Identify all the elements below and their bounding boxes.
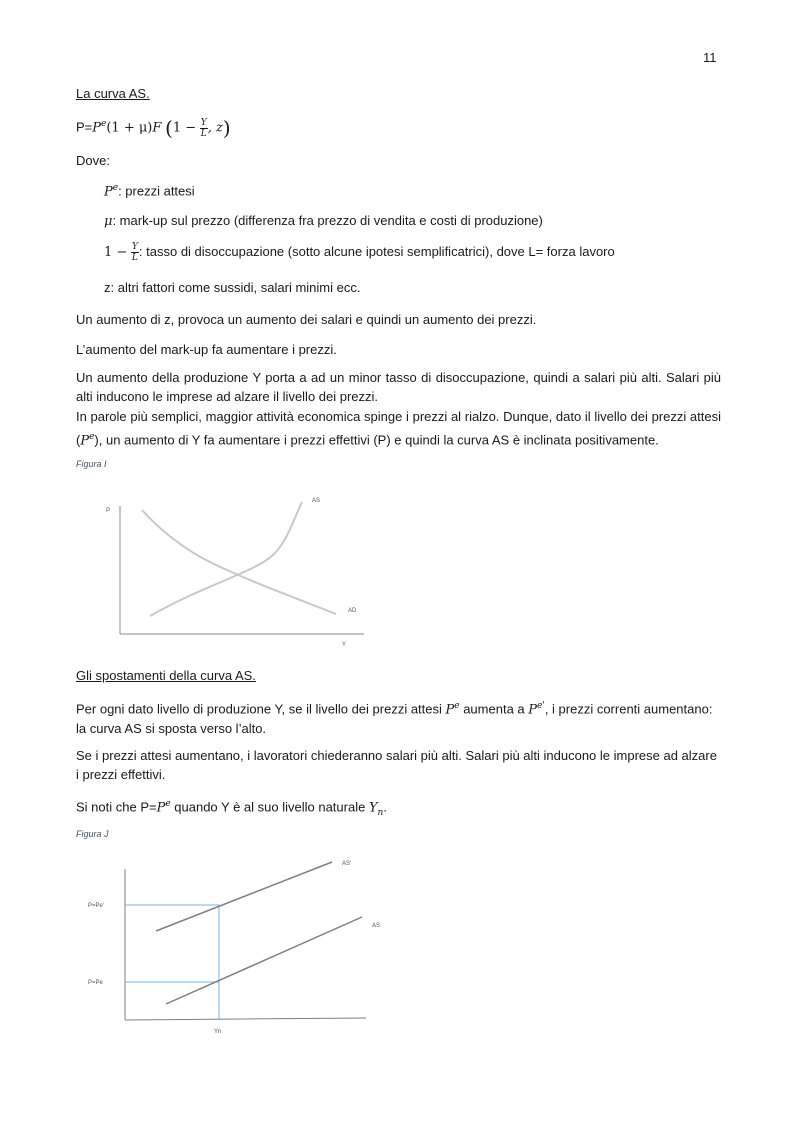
figure-j-label-pe: P=Pe <box>88 980 103 986</box>
formula-f: F <box>152 120 162 136</box>
def-unemp-text: : tasso di disoccupazione (sotto alcune ipotesi semplificatrici), dove L= forza lavoro <box>138 243 615 259</box>
unemp-fraction <box>131 242 139 263</box>
s2-p1-pe-prime-sup <box>537 701 545 711</box>
formula-one-minus: 1 − <box>172 120 197 136</box>
p4-pe: P <box>80 433 90 449</box>
as-formula: $P=P^e(1 + \mu)F$ (1 − $\frac{Y}{L}$ , z) <box>76 116 231 140</box>
pe-symbol: P <box>104 184 113 200</box>
s2-p1-part-b: aumenta a <box>459 701 529 717</box>
s2-p3-part-b: quando Y è al suo livello naturale <box>170 799 369 815</box>
s2-p3-part-c: . <box>383 799 387 815</box>
s2-p1-part-c: , i prezzi correnti aumentano: la curva AS si sposta verso l’alto. <box>76 701 713 737</box>
paragraph-markup-increase: L’aumento del mark-up fa aumentare i prezzi. <box>76 342 337 357</box>
figure-j-label-yn: Yn <box>214 1029 222 1035</box>
page-number: 11 <box>703 50 717 65</box>
formula-one-plus-mu: (1 + μ) <box>106 120 153 136</box>
formula-z: , z <box>207 120 223 136</box>
figure-i-as-curve <box>150 502 302 616</box>
p4-pe-sup: e <box>89 432 95 442</box>
paragraph-expected-price-rise <box>76 697 721 738</box>
unemp-prefix: 1 − <box>104 244 128 260</box>
figure-j-label-as: AS <box>372 923 381 929</box>
def-mu-text: : mark-up sul prezzo (differenza fra prezzo di vendita e costi di produzione) <box>112 213 543 228</box>
figure-i-y-label: P <box>106 508 111 514</box>
figure-i-chart <box>96 488 386 653</box>
figure-i-ad-label: AD <box>348 608 357 614</box>
s2-p1-pe: P <box>445 702 455 718</box>
p4-part-b: ), un aumento di Y fa aumentare i prezzi effettivi (P) e quindi la curva AS è inclinata positivamente. <box>94 432 659 448</box>
s2-p1-pe-prime: P <box>528 702 537 718</box>
figure-j-as-line <box>166 917 362 1004</box>
section-title-as-shifts: Gli spostamenti della curva AS. <box>76 668 256 683</box>
p4-part-a: In parole più semplici, maggior attività economica spinge i prezzi al rialzo. Dunque, dato il livello dei prezzi attesi ( <box>76 409 721 448</box>
paragraph-natural-level <box>76 794 721 824</box>
formula-pe-sup: e <box>101 119 107 130</box>
fraction-denominator: L <box>200 128 207 139</box>
formula-lhs: P= <box>76 119 93 135</box>
figure-i-x-label: Y <box>342 642 347 648</box>
paragraph-workers-wages: Se i prezzi attesi aumentano, i lavoratori chiederanno salari più alti. Salari più alti inducono le imprese ad alzare i prezzi effettivi. <box>76 748 717 782</box>
figure-i-caption: Figura I <box>76 459 107 469</box>
s2-p1-part-a: Per ogni dato livello di produzione Y, se il livello dei prezzi attesi <box>76 701 446 717</box>
fraction-numerator: Y <box>200 117 207 128</box>
def-z: z: altri fattori come sussidi, salari minimi ecc. <box>104 280 361 295</box>
figure-j-guide-pe-prime <box>125 905 219 1020</box>
figure-j-chart <box>84 855 404 1040</box>
mu-symbol: μ <box>104 214 113 229</box>
s2-p3-yn-sub: n <box>377 807 384 818</box>
s2-p3-yn: Y <box>368 800 378 816</box>
s2-p3-part-a: Si noti che P= <box>76 799 157 815</box>
figure-i-ad-curve <box>142 510 336 614</box>
figure-j-x-axis <box>125 1018 366 1020</box>
figure-i-as-label: AS <box>312 498 321 504</box>
section-title-as-curve: La curva AS. <box>76 86 150 101</box>
pe-symbol-sup: e <box>112 183 119 193</box>
figure-j-as-prime-line <box>156 862 332 931</box>
formula-fraction <box>200 118 208 139</box>
s2-p1-pe-prime-e: e <box>537 701 543 711</box>
unemp-fraction-denominator: L <box>131 253 138 263</box>
paragraph-simpler-words <box>76 406 721 451</box>
def-expected-prices <box>104 183 195 199</box>
def-unemployment <box>104 242 615 263</box>
s2-p3-pe: P <box>156 800 166 816</box>
s2-p3-pe-sup: e <box>165 799 171 809</box>
figure-j-label-pe-prime: P=Pe' <box>88 903 104 909</box>
paragraph-z-increase: Un aumento di z, provoca un aumento dei salari e quindi un aumento dei prezzi. <box>76 312 537 327</box>
dove-label: Dove: <box>76 153 110 168</box>
figure-j-caption: Figura J <box>76 829 109 839</box>
def-markup <box>104 213 543 229</box>
def-pe-text: : prezzi attesi <box>118 183 195 199</box>
paragraph-production-increase: Un aumento della produzione Y porta a ad un minor tasso di disoccupazione, quindi a salari più alti. Salari più alti inducono le imprese ad alzare il livello dei prezzi. <box>76 370 721 404</box>
unemp-fraction-numerator: Y <box>131 242 138 252</box>
s2-p1-pe-sup: e <box>454 701 460 711</box>
formula-pe: P <box>92 120 102 136</box>
figure-j-label-as-prime: AS' <box>342 861 352 867</box>
s2-p1-prime: ' <box>542 701 545 711</box>
